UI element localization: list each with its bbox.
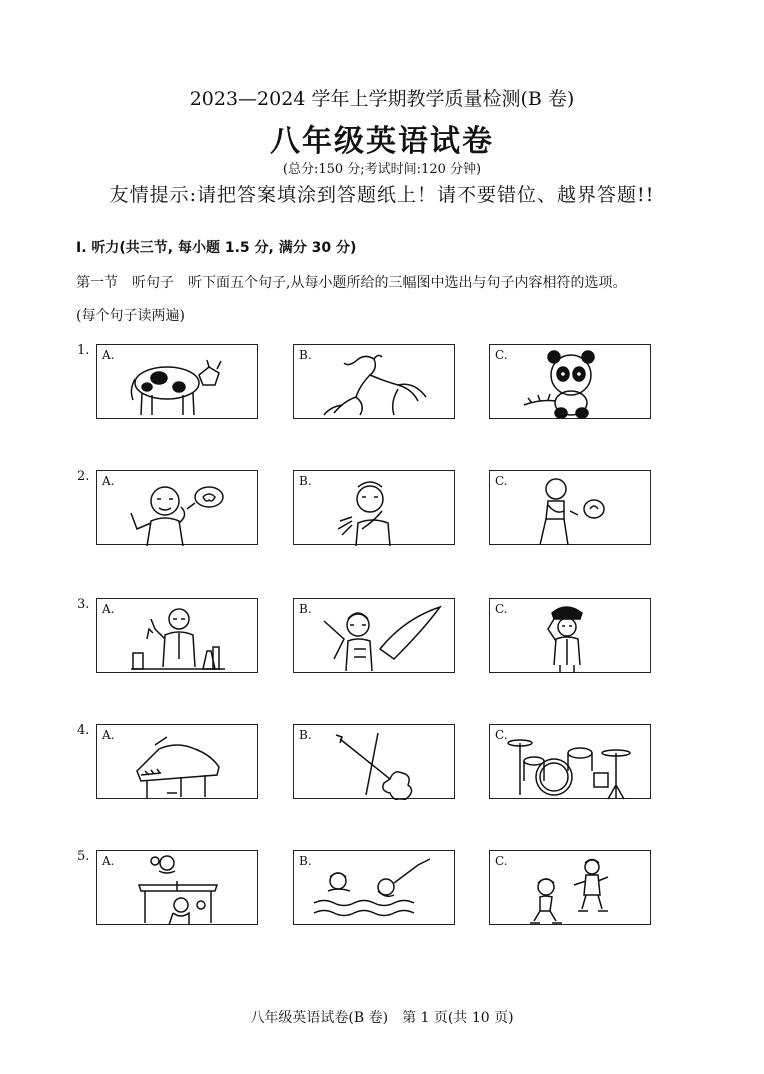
option-box[interactable] [489,598,651,673]
question-number: 1. [77,343,90,358]
option-box[interactable] [293,598,455,673]
option-label: C. [495,728,508,742]
option-label: C. [495,348,508,362]
option-label: B. [299,474,312,488]
option-label: A. [102,854,115,868]
ping-pong-icon [97,851,259,926]
skating-icon [490,851,652,926]
option-box[interactable] [489,850,651,925]
option-box[interactable] [293,470,455,545]
panda-icon [490,345,652,420]
cow-icon [97,345,259,420]
cough-icon [294,471,456,546]
section-heading: Ⅰ. 听力(共三节, 每小题 1.5 分, 满分 30 分) [76,240,357,256]
option-box[interactable] [489,724,651,799]
option-box[interactable] [96,850,258,925]
option-label: A. [102,728,115,742]
option-box[interactable] [293,724,455,799]
question-number: 5. [77,849,90,864]
pilot-icon [294,599,456,674]
toothache-icon [97,471,259,546]
option-label: C. [495,854,508,868]
option-label: B. [299,854,312,868]
option-box[interactable] [96,724,258,799]
question-number: 4. [77,723,90,738]
question-number: 2. [77,469,90,484]
option-label: B. [299,348,312,362]
option-label: C. [495,474,508,488]
option-box[interactable] [96,470,258,545]
option-label: C. [495,602,508,616]
option-box[interactable] [96,344,258,419]
option-box[interactable] [293,344,455,419]
policeman-icon [490,599,652,674]
option-label: B. [299,602,312,616]
scientist-icon [97,599,259,674]
part-instruction: 第一节 听句子 听下面五个句子,从每小题所给的三幅图中选出与句子内容相符的选项。 [76,275,627,291]
violin-icon [294,725,456,800]
swimming-icon [294,851,456,926]
option-box[interactable] [489,470,651,545]
question-number: 3. [77,597,90,612]
option-label: A. [102,474,115,488]
option-label: A. [102,602,115,616]
option-label: A. [102,348,115,362]
horse-icon [294,345,456,420]
drums-icon [490,725,652,800]
option-label: B. [299,728,312,742]
option-box[interactable] [489,344,651,419]
page-footer: 八年级英语试卷(B 卷) 第 1 页(共 10 页) [250,1010,514,1026]
piano-icon [97,725,259,800]
exam-title: 八年级英语试卷 [270,124,494,159]
exam-tip: 友情提示:请把答案填涂到答题纸上！请不要错位、越界答题!! [109,184,655,206]
option-box[interactable] [293,850,455,925]
part-note: (每个句子读两遍) [76,308,185,324]
stomachache-icon [490,471,652,546]
exam-header: 2023—2024 学年上学期教学质量检测(B 卷) [189,88,575,110]
exam-info: (总分:150 分;考试时间:120 分钟) [282,162,482,177]
option-box[interactable] [96,598,258,673]
